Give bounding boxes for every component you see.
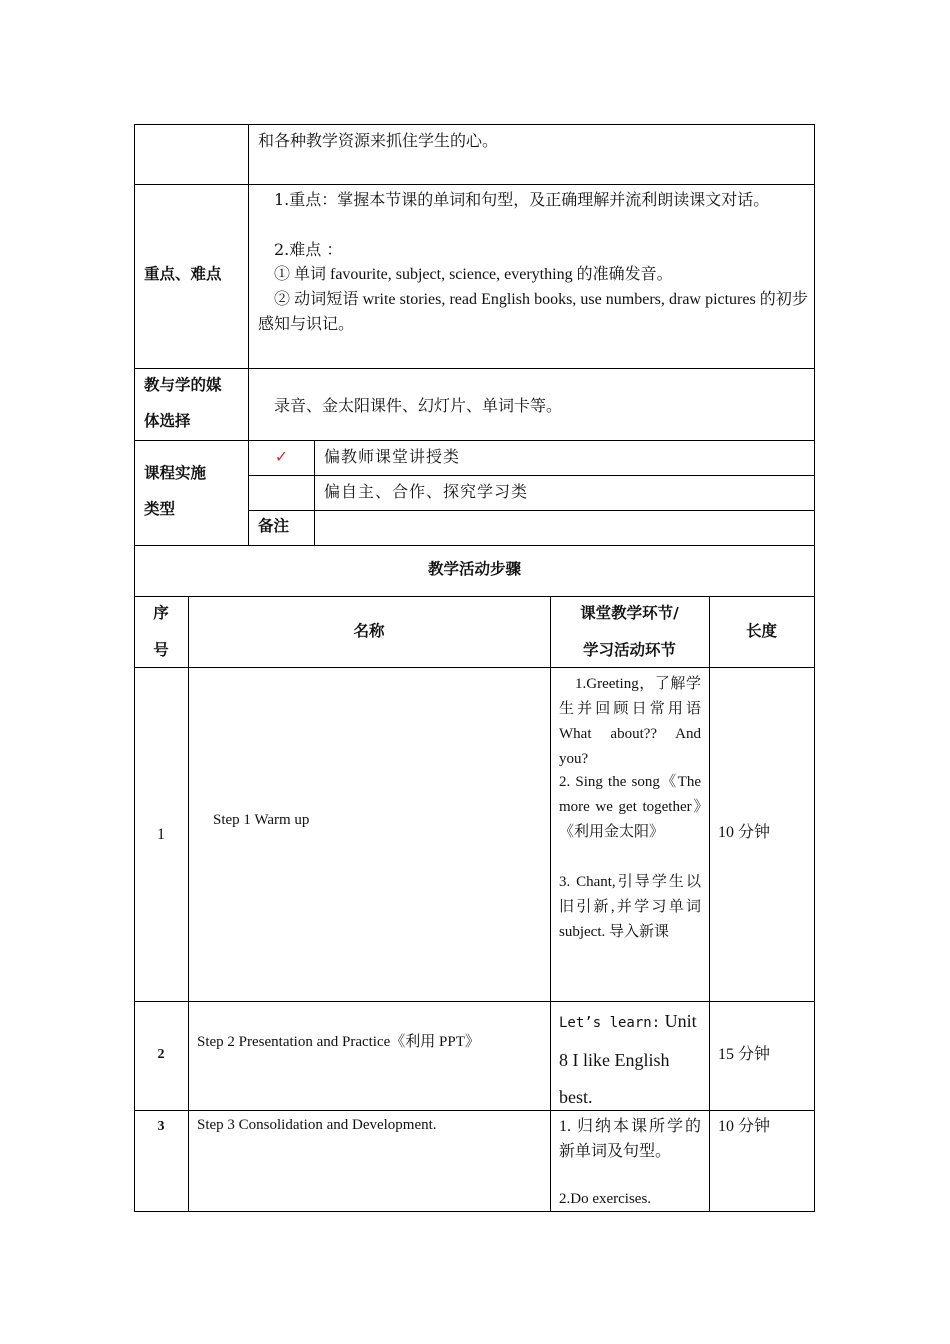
impl-label-line1: 课程实施 [144,464,207,482]
step-1-length: 10 分钟 [718,824,771,841]
step-2-number: 2 [157,1047,165,1062]
step-2-activity-prefix: Let’s learn: [559,1015,661,1031]
step-3-number: 3 [157,1119,165,1134]
key-point-4: ② 动词短语 write stories, read English books, use numbers, draw pictures 的初步感知与识记。 [258,291,808,333]
impl-label-line2: 类型 [144,500,176,518]
step-2-activity [559,1003,705,1116]
step-1-name: Step 1 Warm up [213,812,310,828]
header-stage-line1: 课堂教学环节/ [580,604,679,622]
media-text: 录音、金太阳课件、幻灯片、单词卡等。 [274,396,563,415]
continuation-text: 和各种教学资源来抓住学生的心。 [258,131,499,150]
header-stage-line2: 学习活动环节 [582,641,676,659]
step-1-activity-1: 1.Greeting，了解学生并回顾日常用语 What about?? And you? [559,676,701,767]
media-label-line1: 教与学的媒 [144,376,222,394]
steps-title: 教学活动步骤 [427,560,521,578]
step-2-length: 15 分钟 [718,1046,771,1063]
impl-option-teacher-lecture: 偏教师课堂讲授类 [324,447,461,466]
step-3-name: Step 3 Consolidation and Development. [197,1117,437,1133]
step-1-number: 1 [157,826,165,843]
step-3-activity-2: 2.Do exercises. [559,1191,652,1207]
key-point-1: 1.重点：掌握本节课的单词和句型，及正确理解并流利朗读课文对话。 [274,190,770,209]
step-1-activity-3: 3. Chant,引导学生以旧引新,并学习单词 subject. 导入新课 [559,874,701,940]
header-number-line1: 序 [153,604,169,622]
step-1-activity-2: 2. Sing the song《The more we get together》《利用金太阳》 [559,774,701,840]
key-points-label: 重点、难点 [144,265,222,283]
impl-option-self-study: 偏自主、合作、探究学习类 [324,482,529,501]
media-label-line2: 体选择 [144,412,191,430]
step-2-name: Step 2 Presentation and Practice《利用 PPT》 [197,1034,480,1050]
note-label: 备注 [258,517,290,535]
checkmark-icon: ✓ [274,447,289,466]
step-3-length: 10 分钟 [718,1118,771,1135]
header-length: 长度 [745,622,777,640]
step-2-activity-rest: Unit 8 I like English best. [559,1011,697,1107]
step-3-activity-1: 1. 归纳本课所学的新单词及句型。 [559,1118,701,1160]
key-point-3: ① 单词 favourite, subject, science, everything 的准确发音。 [274,266,673,283]
key-point-2: 2.难点 ： [274,240,343,259]
header-name: 名称 [353,622,385,640]
header-number-line2: 号 [153,641,169,659]
